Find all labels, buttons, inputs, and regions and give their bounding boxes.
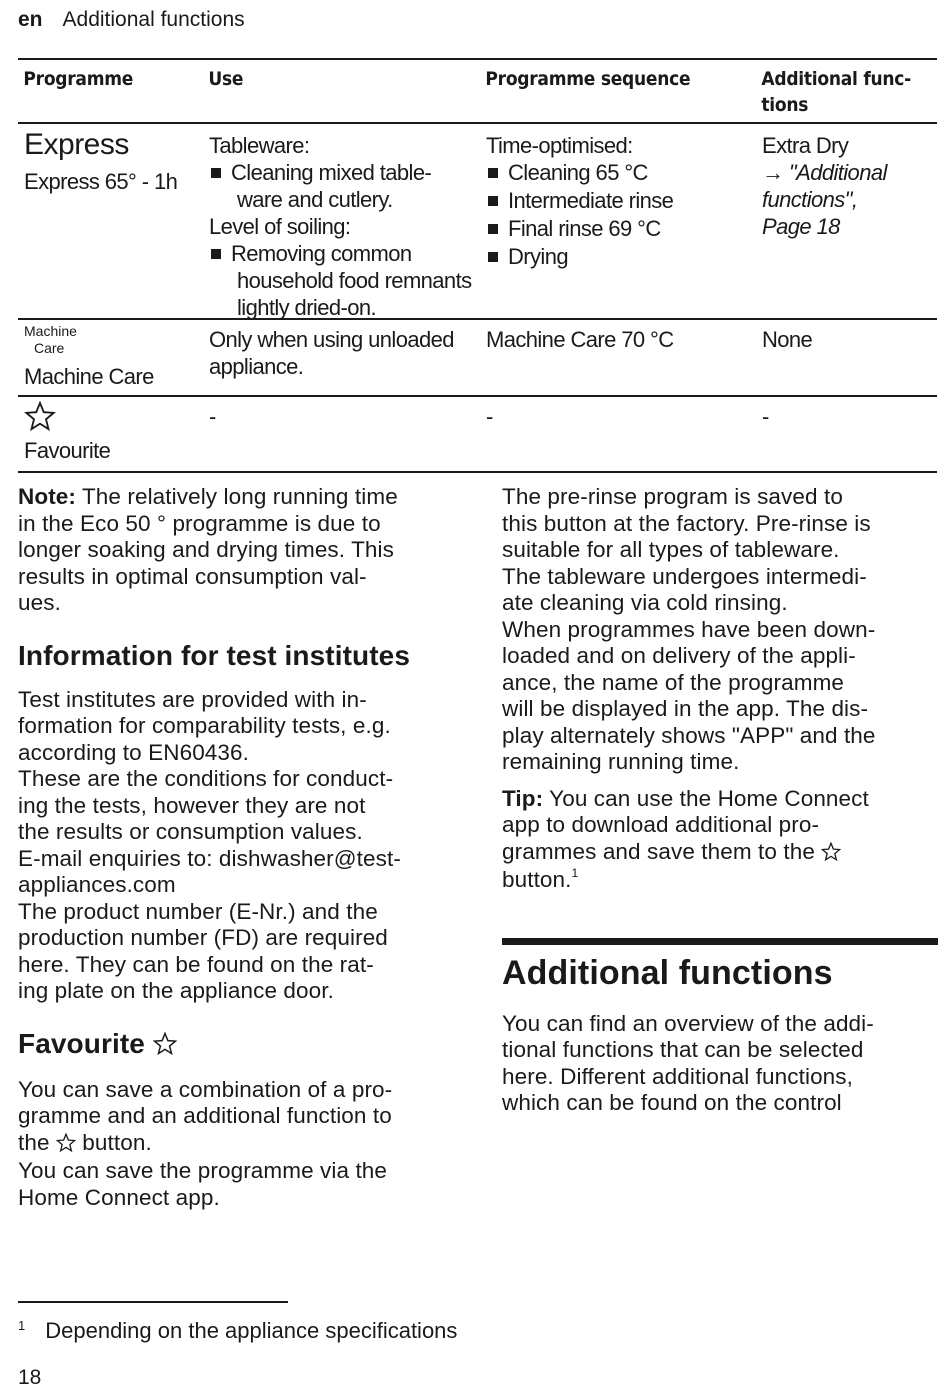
tip-paragraph: Tip: You can use the Home Connect app to download additional pro- grammes and save them to the button.$^1$ (502, 785, 869, 892)
header-sequence: Programme sequence (485, 68, 691, 90)
section-divider (502, 938, 938, 945)
header-programme: Programme (23, 68, 134, 90)
heading-favourite: Favourite (18, 1027, 458, 1063)
pre-rinse-text: The pre-rinse program is saved to this button at the factory. Pre-rinse is suitable for all types of tableware. The tableware undergoes intermedi- ate cleaning via cold rinsing. When programmes have been down- loaded and on delivery of the appli- ance, the name of the programme will be displayed in the app. The dis- play alternately shows "APP" and the remaining running time. (502, 484, 876, 774)
favourite-title: Favourite (24, 438, 111, 463)
sequence-item: Final rinse 69 °C (486, 215, 750, 243)
programme-express (18, 124, 203, 318)
sequence-label: Time-optimised: (486, 133, 633, 158)
use-item: Removing common (209, 240, 474, 267)
sequence-item: Drying (486, 243, 750, 271)
email-link[interactable]: E-mail enquiries to: dishwasher@test- (18, 845, 401, 871)
tip-label: Tip: (502, 785, 544, 811)
bullet-icon (488, 252, 498, 262)
footnote (18, 1318, 457, 1344)
page-header (18, 8, 245, 32)
additional-express (756, 124, 937, 318)
express-title: Express (24, 128, 129, 161)
sequence-item: Intermediate rinse (486, 187, 750, 215)
use-label: Level of soiling: (209, 214, 351, 239)
programme-table (18, 58, 937, 473)
heading-additional-functions: Additional functions (502, 953, 833, 992)
use-item: Cleaning mixed table- (209, 159, 474, 186)
note-paragraph: Note: The relatively long running time in the Eco 50 ° programme is due to longer soaking and drying times. This results in optimal consumption val- ues. (18, 484, 398, 615)
machine-care-icon: Machine Care (24, 323, 77, 356)
test-institutes-text: Test institutes are provided with in- formation for comparability tests, e.g. according to EN60436. These are the conditions for conduct- ing the tests, however they are not the results or consumption values. E-mail enquiries to: dishwasher@test- appliances.com The product number (E-Nr.) and the production number (FD) are required here. They can be found on the rat- ing plate on the appliance door. (18, 686, 401, 1003)
use-label: Tableware: (209, 133, 310, 158)
bullet-icon (211, 168, 221, 178)
right-column (502, 484, 938, 1117)
bullet-icon (488, 168, 498, 178)
use-item-cont: household food remnants (237, 268, 472, 293)
cross-reference-link[interactable]: → "Additional (762, 160, 887, 185)
favourite-text: You can save a combination of a pro- gramme and an additional function to the button. You can save the programme via the Home Connect app. (18, 1076, 393, 1210)
table-row-machine-care (18, 320, 937, 397)
sequence-express (480, 124, 756, 318)
left-column (18, 484, 458, 1211)
footnote-ref[interactable]: 1 (571, 866, 579, 880)
cross-reference-page[interactable]: Page 18 (762, 214, 840, 239)
sequence-favourite: - (486, 404, 493, 429)
bullet-icon (488, 224, 498, 234)
sequence-item: Cleaning 65 °C (486, 159, 750, 187)
use-express (203, 124, 480, 318)
additional-functions-text: You can find an overview of the addi- tional functions that can be selected here. Different additional functions, which can be found on the control (502, 1010, 874, 1115)
additional-favourite: - (762, 404, 769, 429)
use-favourite: - (209, 404, 216, 429)
table-row-favourite (18, 397, 937, 473)
section-title: Additional functions (62, 8, 245, 31)
use-item-cont: lightly dried-on. (237, 295, 376, 320)
sequence-machine-care: Machine Care 70 °C (486, 327, 674, 352)
additional-machine-care: None (762, 327, 813, 352)
bullet-icon (488, 196, 498, 206)
express-subtitle: Express 65° - 1h (24, 169, 178, 194)
page-number: 18 (18, 1366, 42, 1389)
use-machine-care: Only when using unloaded appliance. (209, 327, 454, 379)
use-item-cont: ware and cutlery. (237, 187, 393, 212)
additional-extra-dry: Extra Dry (762, 133, 849, 158)
cross-reference-link-cont[interactable]: functions", (762, 187, 858, 212)
programme-machine-care (18, 320, 203, 395)
footnote-text: Depending on the appliance specifications (45, 1318, 458, 1343)
table-row-express (18, 124, 937, 320)
header-use: Use (208, 68, 244, 90)
footnote-rule (18, 1301, 288, 1303)
programme-favourite (18, 397, 203, 471)
table-header-row (18, 58, 937, 124)
language-code: en (18, 8, 43, 31)
star-icon (153, 1029, 177, 1063)
star-icon (24, 401, 197, 431)
star-icon (821, 841, 841, 868)
note-label: Note: (18, 484, 76, 509)
bullet-icon (211, 249, 221, 259)
header-additional: Additional func- tions (761, 68, 911, 116)
heading-test-institutes: Information for test institutes (18, 639, 410, 671)
star-icon (56, 1132, 76, 1159)
machine-care-title: Machine Care (24, 364, 154, 389)
footnote-number: 1 (18, 1318, 26, 1333)
email-link-cont[interactable]: appliances.com (18, 872, 176, 897)
